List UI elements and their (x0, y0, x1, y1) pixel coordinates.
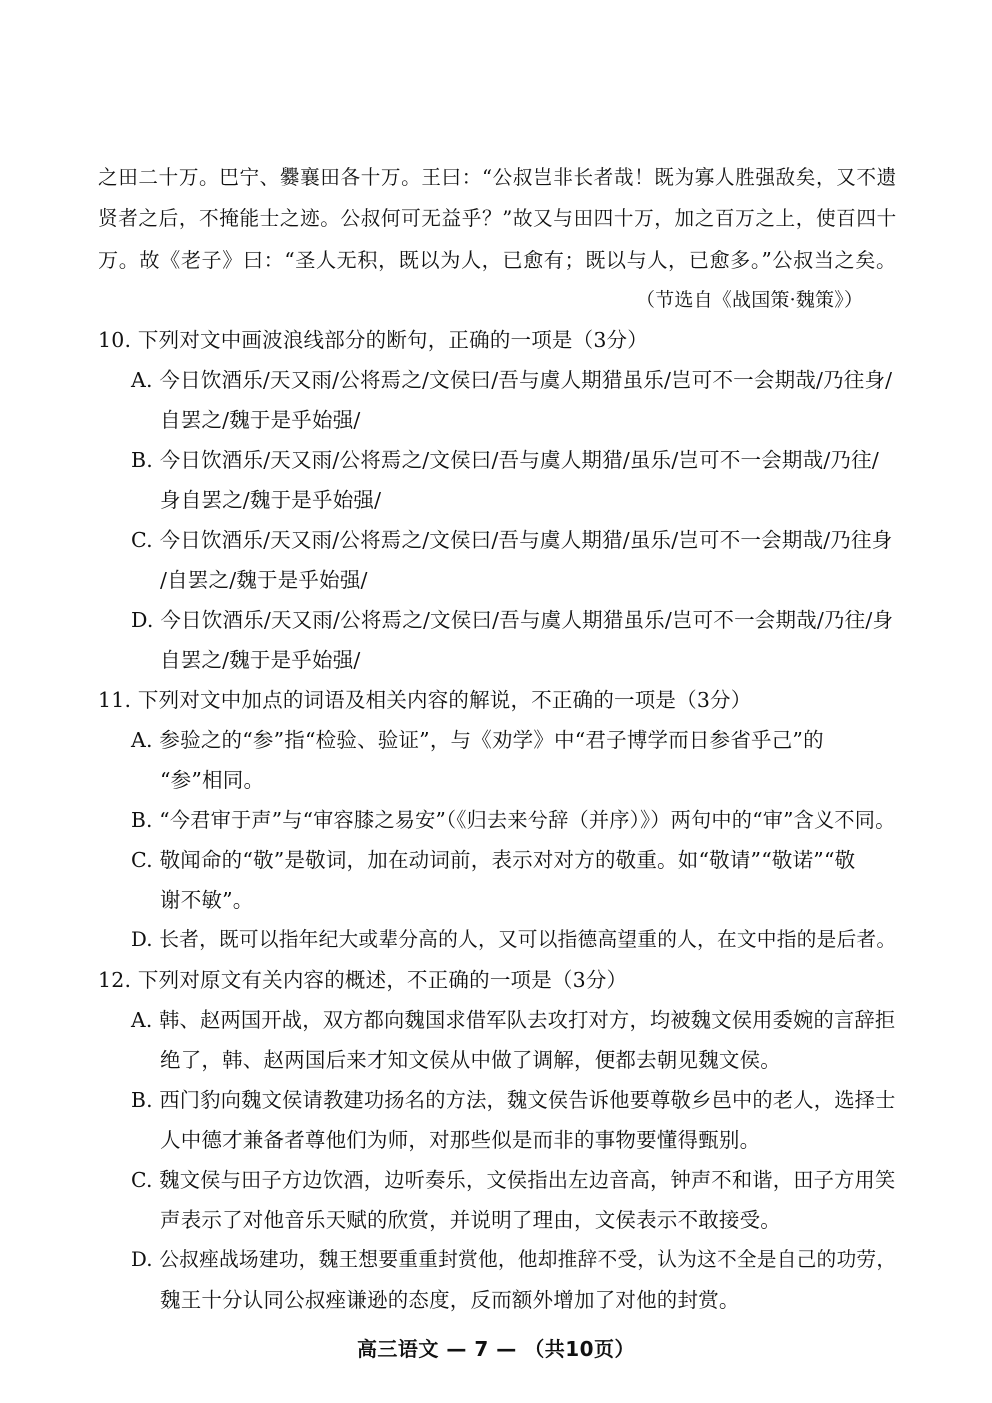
q12-option-b-line-2: 人中德才兼备者尊他们为师，对那些似是而非的事物要懂得甄别。 (160, 1128, 761, 1152)
q10-option-c-line-1: C. 今日饮酒乐/天又雨/公将焉之/文侯曰/吾与虞人期猎/虽乐/岂可不一会期哉/乃往身 (131, 528, 893, 552)
passage-line-1: 之田二十万。巴宁、爨襄田各十万。王曰：“公叔岂非长者哉！既为寡人胜强敌矣，又不遗 (98, 166, 897, 189)
q12-option-d-line-1: D. 公叔痤战场建功，魏王想要重重封赏他，他却推辞不受，认为这不全是自己的功劳， (131, 1248, 897, 1271)
page-footer: 高三语文 — 7 — （共10页） (356, 1337, 636, 1361)
q10-option-d-line-1: D. 今日饮酒乐/天又雨/公将焉之/文侯曰/吾与虞人期猎虽乐/岂可不一会期哉/乃往/身 (131, 608, 894, 632)
q10-option-c-line-2: /自罢之/魏于是乎始强/ (160, 568, 368, 592)
q11-option-c-line-1: C. 敬闻命的“敬”是敬词，加在动词前，表示对对方的敬重。如“敬请”“敬诺”“敬 (131, 848, 856, 872)
q12-option-b-line-1: B. 西门豹向魏文侯请教建功扬名的方法，魏文侯告诉他要尊敬乡邑中的老人，选择士 (131, 1088, 896, 1112)
q10-option-a-line-2: 自罢之/魏于是乎始强/ (160, 408, 361, 432)
q10-option-a-line-1: A. 今日饮酒乐/天又雨/公将焉之/文侯曰/吾与虞人期猎虽乐/岂可不一会期哉/乃往身/ (131, 368, 893, 392)
q11-option-c-line-2: 谢不敏”。 (160, 888, 254, 912)
q12-option-a-line-2: 绝了，韩、赵两国后来才知文侯从中做了调解，便都去朝见魏文侯。 (160, 1048, 781, 1072)
q12-option-c-line-2: 声表示了对他音乐天赋的欣赏，并说明了理由，文侯表示不敢接受。 (160, 1208, 781, 1232)
q12-option-d-line-2: 魏王十分认同公叔痤谦逊的态度，反而额外增加了对他的封赏。 (160, 1288, 740, 1312)
q12-option-a-line-1: A. 韩、赵两国开战，双方都向魏国求借军队去攻打对方，均被魏文侯用委婉的言辞拒 (131, 1008, 896, 1032)
q11-option-a-line-1: A. 参验之的“参”指“检验、验证”，与《劝学》中“君子博学而日参省乎己”的 (131, 728, 824, 752)
q10-option-d-line-2: 自罢之/魏于是乎始强/ (160, 648, 361, 672)
passage-line-3: 万。故《老子》曰：“圣人无积，既以为人，已愈有；既以与人，已愈多。”公叔当之矣。 (98, 248, 897, 272)
q12-option-c-line-1: C. 魏文侯与田子方边饮酒，边听奏乐，文侯指出左边音高，钟声不和谐，田子方用笑 (131, 1168, 896, 1192)
q10-option-b-line-2: 身自罢之/魏于是乎始强/ (160, 488, 382, 512)
question-12-stem: 12. 下列对原文有关内容的概述，不正确的一项是（3分） (98, 968, 628, 992)
passage-line-2: 贤者之后，不掩能士之迹。公叔何可无益乎？”故又与田四十万，加之百万之上，使百四十 (98, 207, 897, 230)
question-10-stem: 10. 下列对文中画波浪线部分的断句，正确的一项是（3分） (98, 328, 648, 352)
q11-option-a-line-2: “参”相同。 (160, 768, 265, 792)
passage-source: （节选自《战国策·魏策》） (636, 289, 864, 311)
question-11-stem: 11. 下列对文中加点的词语及相关内容的解说，不正确的一项是（3分） (98, 688, 752, 712)
q11-option-b-line-1: B. “今君审于声”与“审容膝之易安”（《归去来兮辞（并序）》）两句中的“审”含义不同。 (131, 808, 896, 832)
q10-option-b-line-1: B. 今日饮酒乐/天又雨/公将焉之/文侯曰/吾与虞人期猎/虽乐/岂可不一会期哉/乃往/ (131, 448, 879, 472)
q11-option-d-line-1: D. 长者，既可以指年纪大或辈分高的人，又可以指德高望重的人，在文中指的是后者。 (131, 928, 897, 951)
